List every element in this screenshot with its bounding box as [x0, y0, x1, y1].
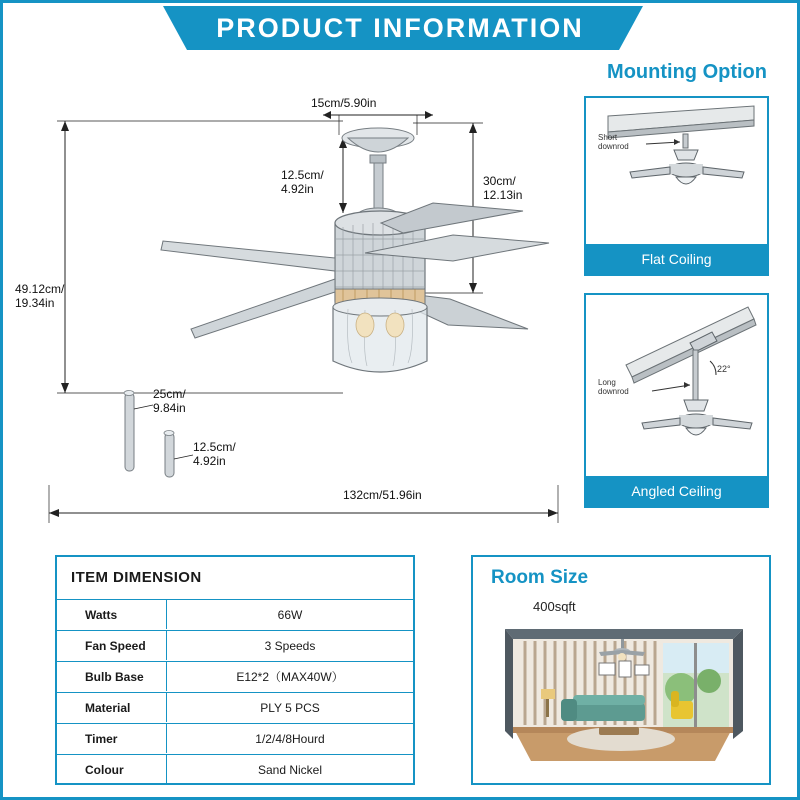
- table-row-key: Timer: [57, 724, 167, 753]
- fan-diagram: [15, 93, 563, 533]
- dim-downrod-short: 12.5cm/ 4.92in: [193, 440, 236, 468]
- table-row-value: 3 Speeds: [264, 638, 316, 653]
- angled-ceiling-caption: Long downrod: [598, 378, 629, 396]
- table-row-value: 1/2/4/8Hourd: [255, 731, 325, 746]
- table-row-value: Sand Nickel: [257, 762, 323, 777]
- room-size-title: Room Size: [491, 567, 589, 588]
- item-dimension-title: ITEM DIMENSION: [71, 569, 202, 586]
- table-row: [57, 692, 413, 722]
- dim-total-height: 49.12cm/ 19.34in: [15, 282, 65, 310]
- room-size-panel: [471, 555, 771, 785]
- table-row: [57, 661, 413, 691]
- flat-ceiling-caption: Short downrod: [598, 133, 629, 151]
- table-row: [57, 754, 413, 784]
- mounting-option-flat-ceiling: [584, 96, 769, 276]
- angle-value: 22°: [717, 364, 731, 374]
- angled-ceiling-illustration: [586, 295, 767, 476]
- table-row: [57, 630, 413, 660]
- flat-ceiling-label: Flat Coiling: [586, 244, 767, 274]
- table-row-value: PLY 5 PCS: [260, 700, 320, 715]
- table-row-key: Watts: [57, 600, 167, 629]
- table-row-value: 66W: [277, 607, 303, 622]
- item-dimension-table: [55, 555, 415, 785]
- table-row-key: Bulb Base: [57, 662, 167, 691]
- dim-drop-height: 30cm/ 12.13in: [483, 174, 523, 202]
- table-row: [57, 599, 413, 629]
- angled-ceiling-label: Angled Ceiling: [586, 476, 767, 506]
- page-title: PRODUCT INFORMATION: [216, 12, 584, 43]
- table-row-key: Colour: [57, 755, 167, 784]
- room-size-area: 400sqft: [533, 599, 576, 614]
- mounting-option-title: Mounting Option: [607, 61, 767, 83]
- mounting-option-angled-ceiling: [584, 293, 769, 508]
- dim-downrod-long: 25cm/ 9.84in: [153, 387, 186, 415]
- room-illustration: [495, 619, 753, 769]
- table-row-value: E12*2（MAX40W）: [236, 670, 344, 684]
- table-row: [57, 723, 413, 753]
- dim-canopy-width: 15cm/5.90in: [311, 96, 377, 110]
- flat-ceiling-illustration: [586, 98, 767, 244]
- table-row-key: Fan Speed: [57, 631, 167, 660]
- dim-canopy-height: 12.5cm/ 4.92in: [281, 168, 324, 196]
- table-row-key: Material: [57, 693, 167, 722]
- dim-blade-span: 132cm/51.96in: [343, 488, 422, 502]
